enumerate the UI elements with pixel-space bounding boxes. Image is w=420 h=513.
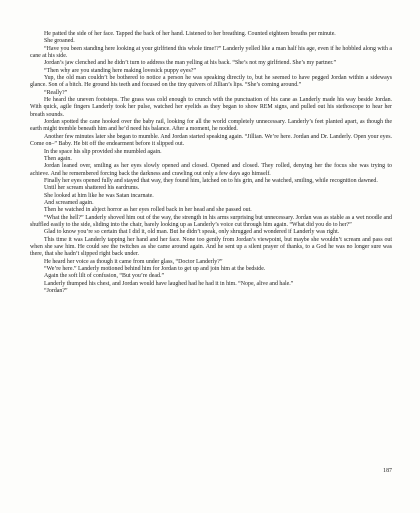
paragraph: He patted the side of her face. Tapped the back of her hand. Listened to her breathing. Counted eighteen breaths per minute. <box>44 31 336 37</box>
paragraph: Another few minutes later she began to mumble. And Jordan started speaking again. “Jillian. We’re here. Jordan and Dr. Landerly. Open your eyes. Come on–” Baby. He bit off the endearment before it slipped out. <box>30 133 392 148</box>
paragraph: Until her scream shattered his eardrums. <box>44 185 140 192</box>
paragraph: “We’re here.” Landerly motioned behind him for Jordan to get up and join him at the bedside. <box>44 266 266 272</box>
paragraph: In the space his slip provided she mumbled again. <box>44 148 162 155</box>
paragraph: Glad to know you’re so certain that I did it, old man. But he didn’t speak, only shrugged and wondered if Landerly was right. <box>44 229 340 236</box>
paragraph: Yup, the old man couldn’t be bothered to notice a person he was speaking directly to, but he seemed to have pegged Jordan within a sideways glance. Son of a bitch. He ground his teeth and focused on the tiny quivers of Jillian’s lips. “She’s coming around.” <box>30 75 392 89</box>
paragraph: She looked at him like he was Satan incarnate. <box>44 192 154 199</box>
paragraph: “What the hell?” Landerly shoved him out of the way, the strength in his arms surprising but unnecessary. Jordan was as stable as a wet noodle and shuffled easily to the side, sliding into the chair, barely looking up as Landerly’s voice cut through him again. “What did you do to her?” <box>30 214 392 228</box>
paragraph: Again the soft lilt of confusion, “But you’re dead.” <box>44 273 165 280</box>
paragraph: “Really?” <box>44 89 68 96</box>
paragraph: “Then why are you standing here making lovesick puppy eyes?” <box>44 67 196 74</box>
body-text <box>30 31 392 295</box>
page-number: 187 <box>383 468 392 474</box>
paragraph: And screamed again. <box>44 199 94 206</box>
paragraph: Then again. <box>44 155 72 162</box>
paragraph: Jordan spotted the cane hooked over the baby rail, looking for all the world completely unnecessary. Landerly’s feet planted apart, as though the earth might tremble beneath him and he’d need his balance. After a moment, he nodded. <box>30 119 392 133</box>
paragraph: Finally her eyes opened fully and stayed that way, they found him, latched on to his grin, and he watched, smiling, while recognition dawned. <box>44 177 378 184</box>
paragraph: This time it was Landerly tapping her hand and her face. None too gently from Jordan’s viewpoint, but maybe she wouldn’t scream and pass out when she saw him. He could see the twitches as she came around again. And he sent up a silent prayer of thanks, to a God he was no longer sure was there, that she hadn’t slipped right back under. <box>30 236 392 258</box>
paragraph: Then he watched in abject horror as her eyes rolled back in her head and she passed out. <box>44 207 252 214</box>
paragraph: “Have you been standing here looking at your girlfriend this whole time!?” Landerly yelled like a man half his age, even if he hobbled along with a cane at his side. <box>30 45 392 60</box>
paragraph: “Jordan?” <box>44 288 68 295</box>
paragraph: Jordan’s jaw clenched and he didn’t turn to address the man yelling at his back. “She’s not my girlfriend. She’s my partner.” <box>44 60 337 67</box>
paragraph: Landerly thumped his chest, and Jordan would have laughed had he had it in him. “Nope, alive and hale.” <box>44 280 294 287</box>
paragraph: He heard her voice as though it came from under glass, “Doctor Landerly?” <box>44 258 223 265</box>
paragraph: Jordan leaned over, smiling as her eyes slowly opened and closed. Opened and closed. They rolled, denying her the focus she was trying to achieve. And he remembered forcing back the darkness and crawling out only a few days ago himself. <box>30 163 392 177</box>
paragraph: She groaned. <box>44 38 75 45</box>
paragraph: He heard the uneven footsteps. The grass was cold enough to crunch with the punctuation of his cane as Landerly made his way beside Jordan. With quick, agile fingers Landerly took her pulse, watched her eyelids as they began to show REM signs, and pulled out his stethoscope to hear her breath sounds. <box>30 97 392 118</box>
